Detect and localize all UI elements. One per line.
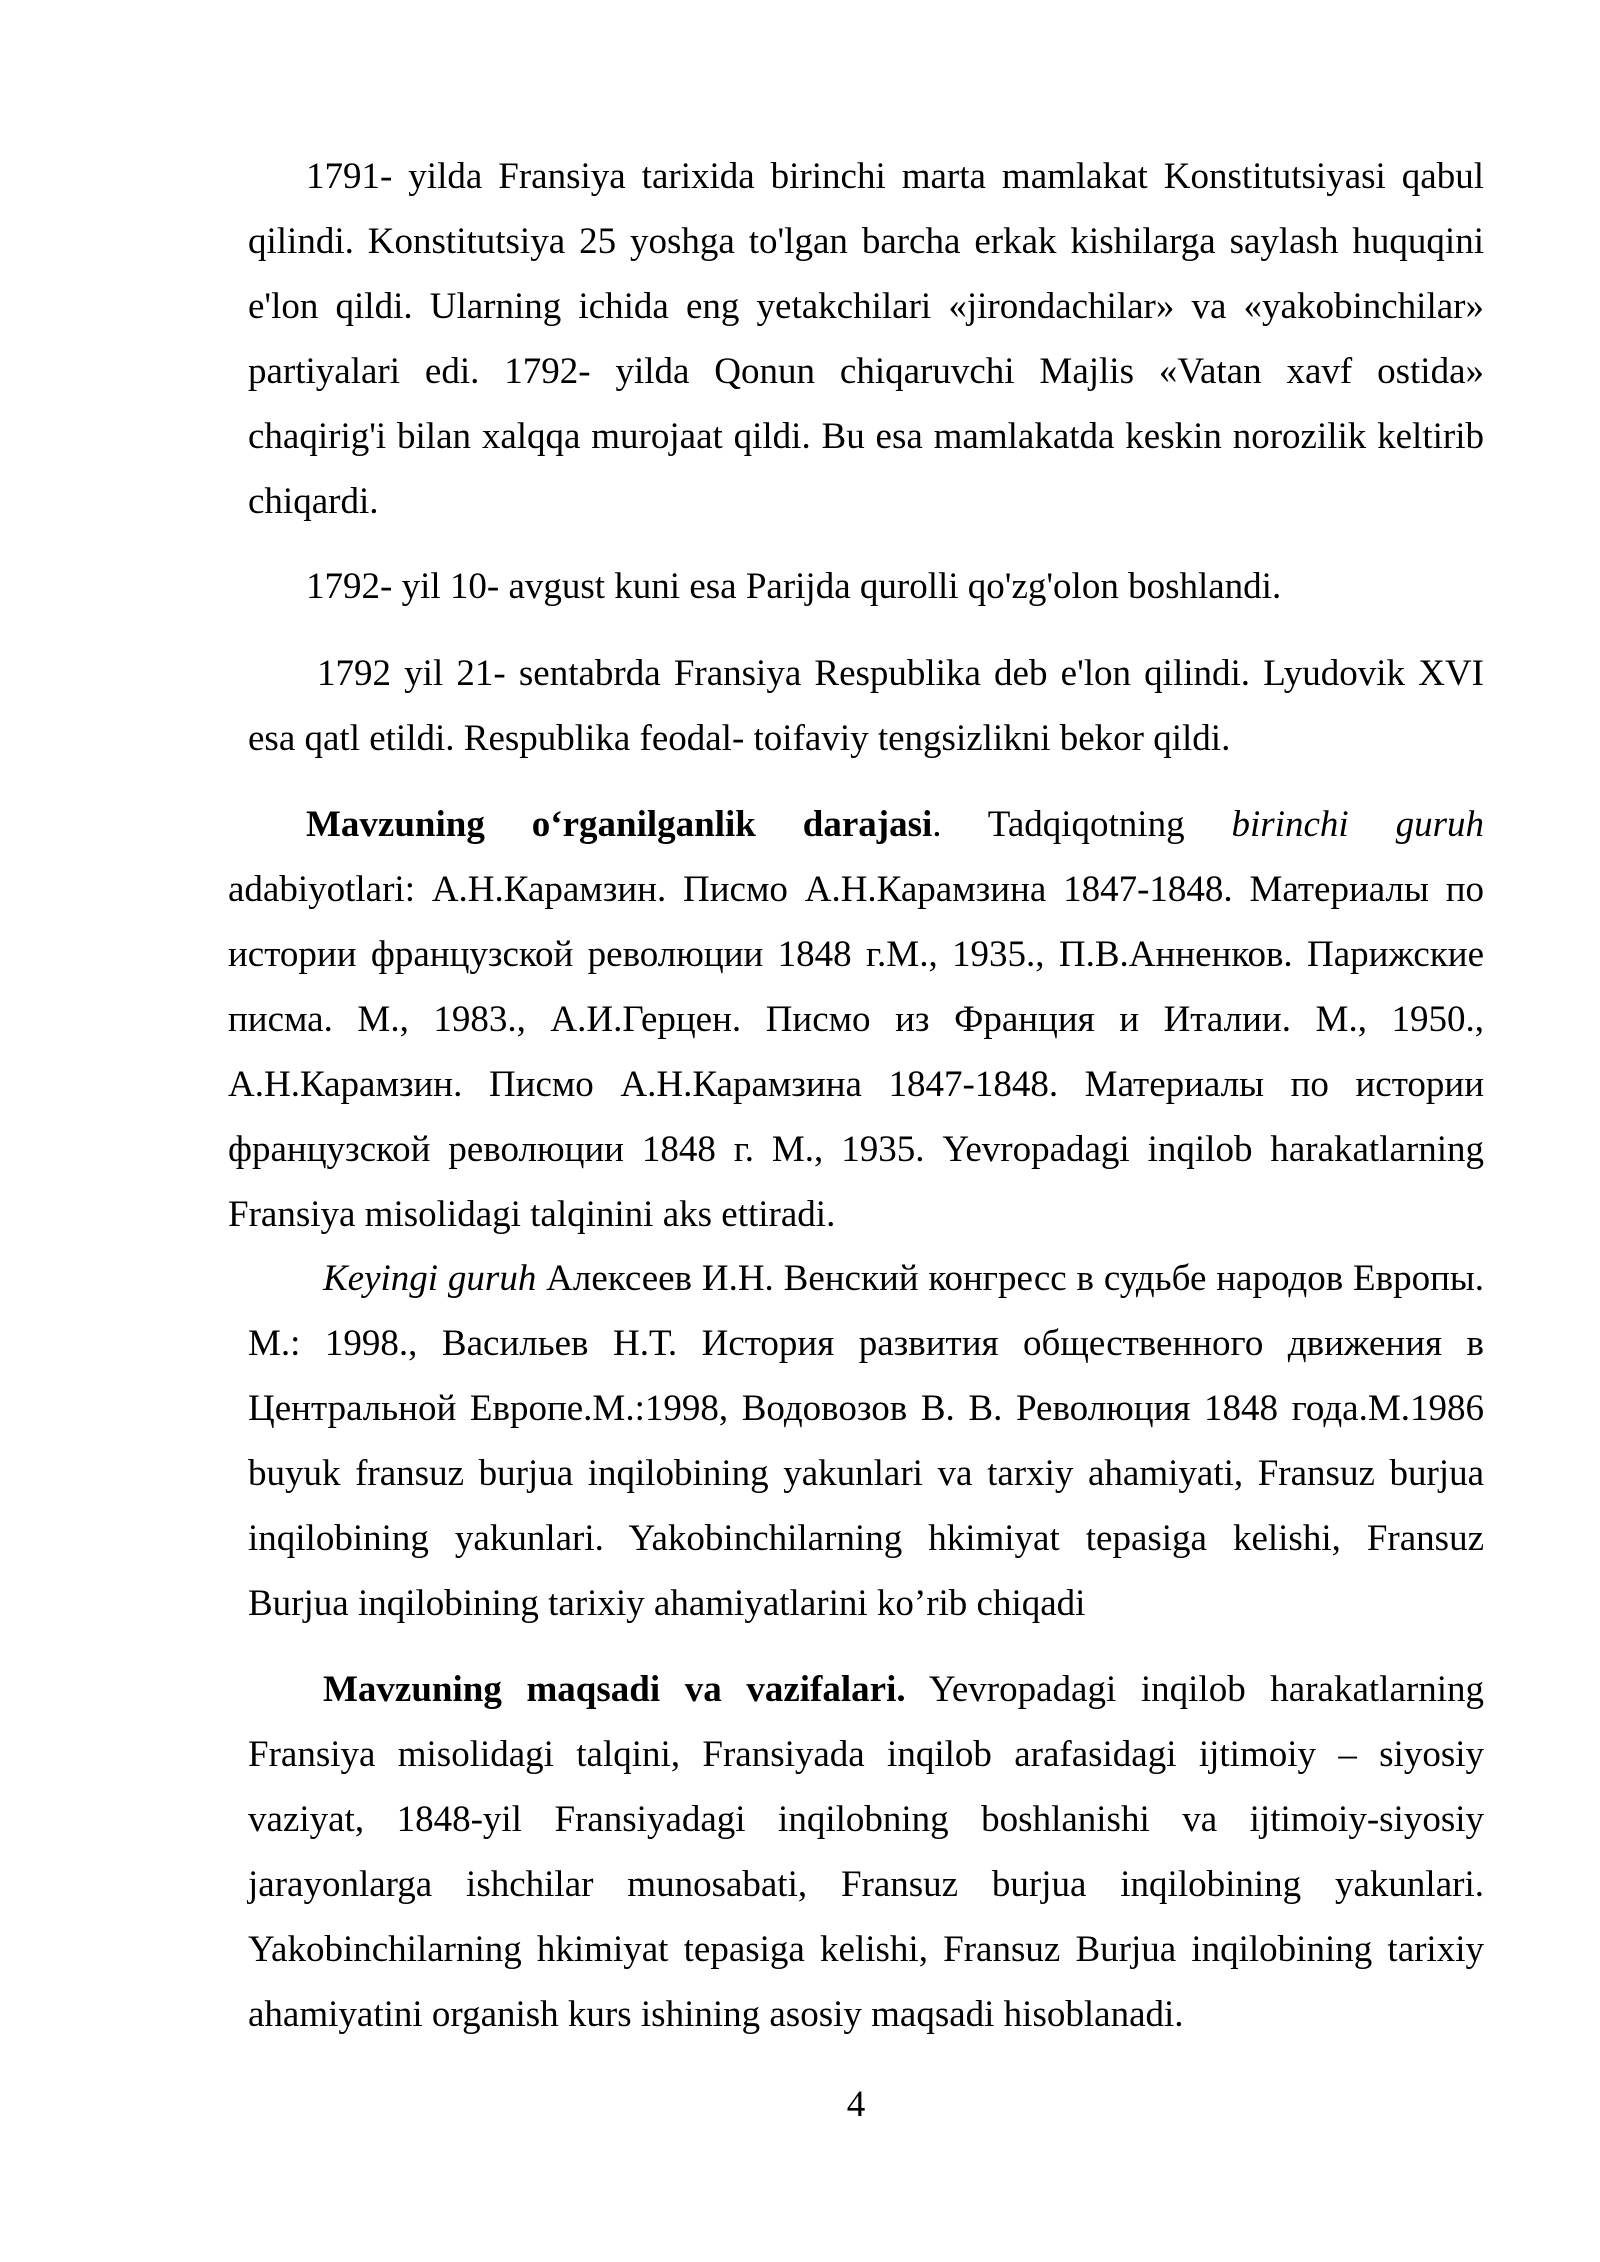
text-line: писма. М., 1983., А.И.Герцен. Писмо из Франция и Италии. М., 1950.,: [228, 999, 1484, 1040]
paragraph: [248, 1246, 1484, 1636]
text-line: М.: 1998., Васильев Н.Т. История развития общественного движения в: [248, 1323, 1484, 1364]
text-line: А.Н.Карамзин. Писмо А.Н.Карамзина 1847-1848. Материалы по истории: [228, 1064, 1484, 1105]
text-line: qilindi. Konstitutsiya 25 yoshga to'lgan barcha erkak kishilarga saylash huquqini: [248, 221, 1484, 262]
text-line: chaqirig'i bilan xalqqa murojaat qildi. Bu esa mamlakatda keskin norozilik keltirib: [248, 416, 1484, 457]
text-run: Алексеев И.Н. Венский конгресс в судьбе народов Европы.: [546, 1258, 1484, 1299]
text-line: adabiyotlari: А.Н.Карамзин. Писмо А.Н.Карамзина 1847-1848. Материалы по: [228, 869, 1484, 910]
text-line: Центральной Европе.М.:1998, Водовозов В. В. Революция 1848 года.М.1986: [248, 1388, 1484, 1429]
text-line: французской революции 1848 г. М., 1935. Yevropadagi inqilob harakatlarning: [228, 1129, 1484, 1170]
text-line: Fransiya misolidagi talqini, Fransiyada inqilob arafasidagi ijtimoiy – siyosiy: [248, 1734, 1484, 1775]
page-number: 4: [846, 2084, 866, 2125]
text-line: Burjua inqilobining tarixiy ahamiyatlarini ko’rib chiqadi: [248, 1583, 1086, 1624]
text-line: inqilobining yakunlari. Yakobinchilarning hkimiyat tepasiga kelishi, Fransuz: [248, 1518, 1484, 1559]
text-line: 1792- yil 10- avgust kuni esa Parijda qurolli qo'zg'olon boshlandi.: [306, 566, 1282, 607]
text-line: buyuk fransuz burjua inqilobining yakunlari va tarxiy ahamiyati, Fransuz burjua: [248, 1453, 1484, 1494]
paragraph: [248, 554, 1484, 619]
text-line: partiyalari edi. 1792- yilda Qonun chiqaruvchi Majlis «Vatan xavf ostida»: [248, 351, 1484, 392]
emphasis-text: Keyingi guruh: [323, 1258, 537, 1299]
text-line: Fransiya misolidagi talqinini aks ettiradi.: [228, 1194, 836, 1235]
text-line: vaziyat, 1848-yil Fransiyadagi inqilobning boshlanishi va ijtimoiy-siyosiy: [248, 1799, 1484, 1840]
paragraph: [228, 792, 1484, 1247]
text-line: [248, 1246, 1484, 1311]
emphasis-text: birinchi guruh: [1231, 804, 1484, 845]
text-line: jarayonlarga ishchilar munosabati, Fransuz burjua inqilobining yakunlari.: [248, 1864, 1484, 1905]
text-line: Yakobinchilarning hkimiyat tepasiga kelishi, Fransuz Burjua inqilobining tarixiy: [248, 1929, 1484, 1970]
text-line: истории французской революции 1848 г.М., 1935., П.В.Анненков. Парижские: [228, 934, 1484, 975]
paragraph: [248, 144, 1484, 534]
text-line: e'lon qildi. Ularning ichida eng yetakchilari «jirondachilar» va «yakobinchilar»: [248, 286, 1484, 327]
text-line: [248, 1657, 1484, 1722]
paragraph: [248, 1657, 1484, 2047]
text-run: . Tadqiqotning: [932, 804, 1185, 845]
text-line: chiqardi.: [248, 481, 379, 522]
text-line: esa qatl etildi. Respublika feodal- toifaviy tengsizlikni bekor qildi.: [248, 718, 1231, 759]
text-line: 1791- yilda Fransiya tarixida birinchi marta mamlakat Konstitutsiyasi qabul: [306, 156, 1484, 197]
text-line: ahamiyatini organish kurs ishining asosiy maqsadi hisoblanadi.: [248, 1994, 1184, 2035]
section-heading: Mavzuning maqsadi va vazifalari.: [323, 1669, 906, 1710]
paragraph: [248, 641, 1484, 771]
section-heading: Mavzuning o‘rganilganlik darajasi: [306, 804, 933, 845]
text-line: 1792 yil 21- sentabrda Fransiya Respublika deb e'lon qilindi. Lyudovik XVI: [317, 653, 1484, 694]
text-line: [228, 792, 1484, 857]
text-run: Yevropadagi inqilob harakatlarning: [928, 1669, 1484, 1710]
